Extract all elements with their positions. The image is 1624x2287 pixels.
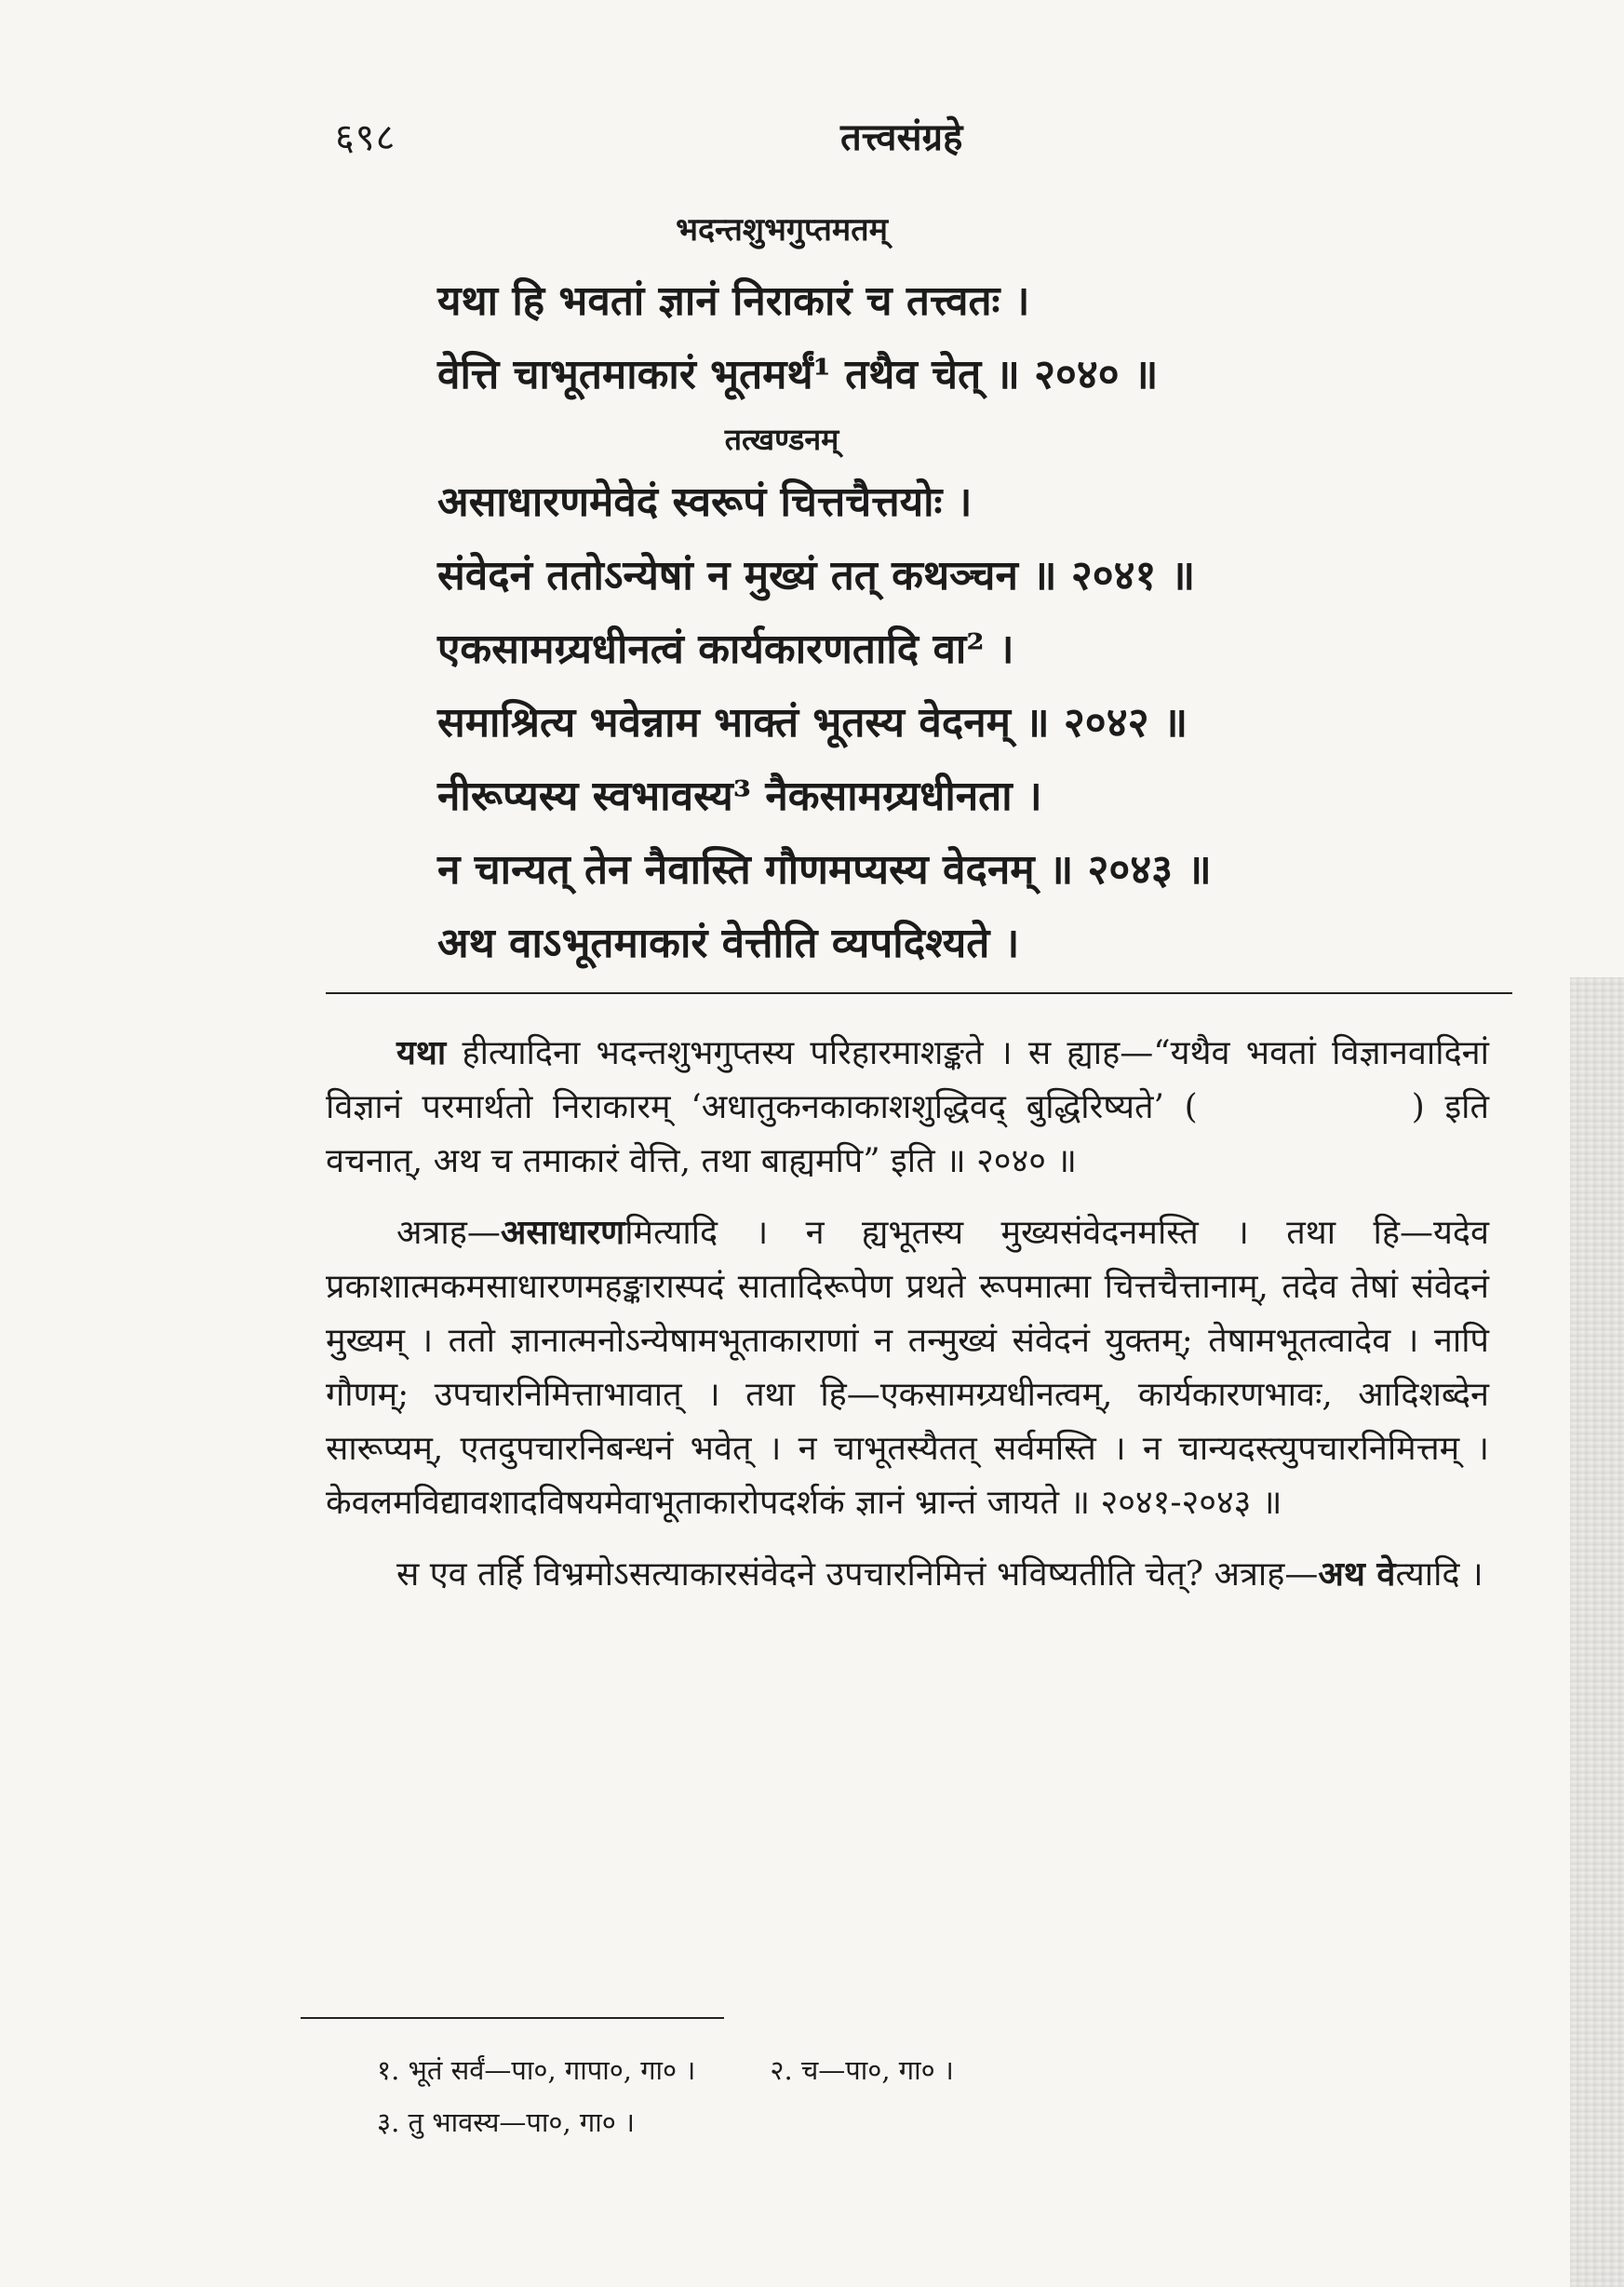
verse-block [437,211,1489,980]
commentary-paragraph-2041-2043 [326,1205,1489,1530]
verse-line: न चान्यत् तेन नैवास्ति गौणमप्यस्य वेदनम् ॥ २०४३ ॥ [437,846,1212,894]
commentary-text: त्यादि । [1395,1555,1483,1594]
section-divider [326,992,1512,994]
verse-line: अथ वाऽभूतमाकारं वेत्तीति व्यपदिश्यते । [437,920,1020,967]
scan-edge-noise [1570,977,1624,2287]
commentary-keyword: अथ वे [1318,1554,1396,1594]
running-title: तत्त्वसंग्रहे [840,115,963,159]
footnote-3: ३. तु भावस्य—पा०, गा० । [377,2106,636,2138]
commentary-keyword: असाधारण [500,1213,625,1252]
footnote-row [377,2096,1308,2148]
footnote-row [377,2044,1308,2096]
page-number: ६९८ [335,116,396,159]
commentary [326,1026,1489,1619]
section-title-refutation: तत्खण्डनम् [724,422,839,457]
commentary-text: हीत्यादिना भदन्तशुभगुप्तस्य परिहारमाशङ्कते । स ह्याह—“यथैव भवतां विज्ञानवादिनां विज्ञानं परमार्थतो निराकारम् ‘अधातुकनकाकाशशुद्धिवद् बुद्धिरिष्यते’ ( [326,1034,1489,1126]
commentary-paragraph-2040 [326,1026,1489,1189]
commentary-text: ) इति वचनात्, अथ च तमाकारं वेत्ति, तथा बाह्यमपि” इति ॥ २०४० ॥ [326,1088,1489,1180]
verse-line: वेत्ति चाभूतमाकारं भूतमर्थं¹ तथैव चेत् ॥ २०४० ॥ [437,351,1159,398]
verse-line: असाधारणमेवेदं स्वरूपं चित्तचैत्तयोः । [437,478,973,526]
commentary-lead-word: यथा [396,1033,447,1072]
footnote-2: २. च—पा०, गा० । [770,2054,954,2086]
commentary-text: स एव तर्हि विभ्रमोऽसत्याकारसंवेदने उपचारनिमित्तं भविष्यतीति चेत्? अत्राह— [396,1555,1319,1594]
verse-line: यथा हि भवतां ज्ञानं निराकारं च तत्त्वतः । [437,277,1030,325]
commentary-text: मित्यादि । न ह्यभूतस्य मुख्यसंवेदनमस्ति । तथा हि—यदेव प्रकाशात्मकमसाधारणमहङ्कारास्पदं सातादिरूपेण प्रथते रूपमात्मा चित्तचैत्तानाम्, तदेव तेषां संवेदनं मुख्यम् । ततो ज्ञानात्मनोऽन्येषामभूताकाराणां न तन्मुख्यं संवेदनं युक्तम्; तेषामभूतत्वादेव । नापि गौणम्; उपचारनिमित्ताभावात् । तथा हि—एकसामग्र्यधीनत्वम्, कार्यकारणभावः, आदिशब्देन सारूप्यम्, एतदुपचारनिबन्धनं भवेत् । न चाभूतस्यैतत् सर्वमस्ति । न चान्यदस्त्युपचारनिमित्तम् । केवलमविद्यावशादविषयमेवाभूताकारोपदर्शकं ज्ञानं भ्रान्तं जायते ॥ २०४१-२०४३ ॥ [326,1214,1489,1522]
verse-line: संवेदनं ततोऽन्येषां न मुख्यं तत् कथञ्चन ॥ २०४१ ॥ [437,552,1196,599]
verse-line: नीरूप्यस्य स्वभावस्य³ नैकसामग्र्यधीनता । [437,773,1042,820]
section-title-bhadanta: भदन्तशुभगुप्तमतम् [676,211,888,249]
footnotes [377,2044,1308,2148]
commentary-paragraph-next [326,1547,1489,1602]
footnote-1: १. भूतं सर्वं—पा०, गापा०, गा० । [377,2054,696,2086]
commentary-prefix: अत्राह— [396,1214,501,1252]
verse-line: समाश्रित्य भवेन्नाम भाक्तं भूतस्य वेदनम् ॥ २०४२ ॥ [437,699,1188,747]
footnote-divider [301,2017,724,2019]
verse-line: एकसामग्र्यधीनत्वं कार्यकारणतादि वा² । [437,626,1014,673]
page-header [335,110,1042,166]
